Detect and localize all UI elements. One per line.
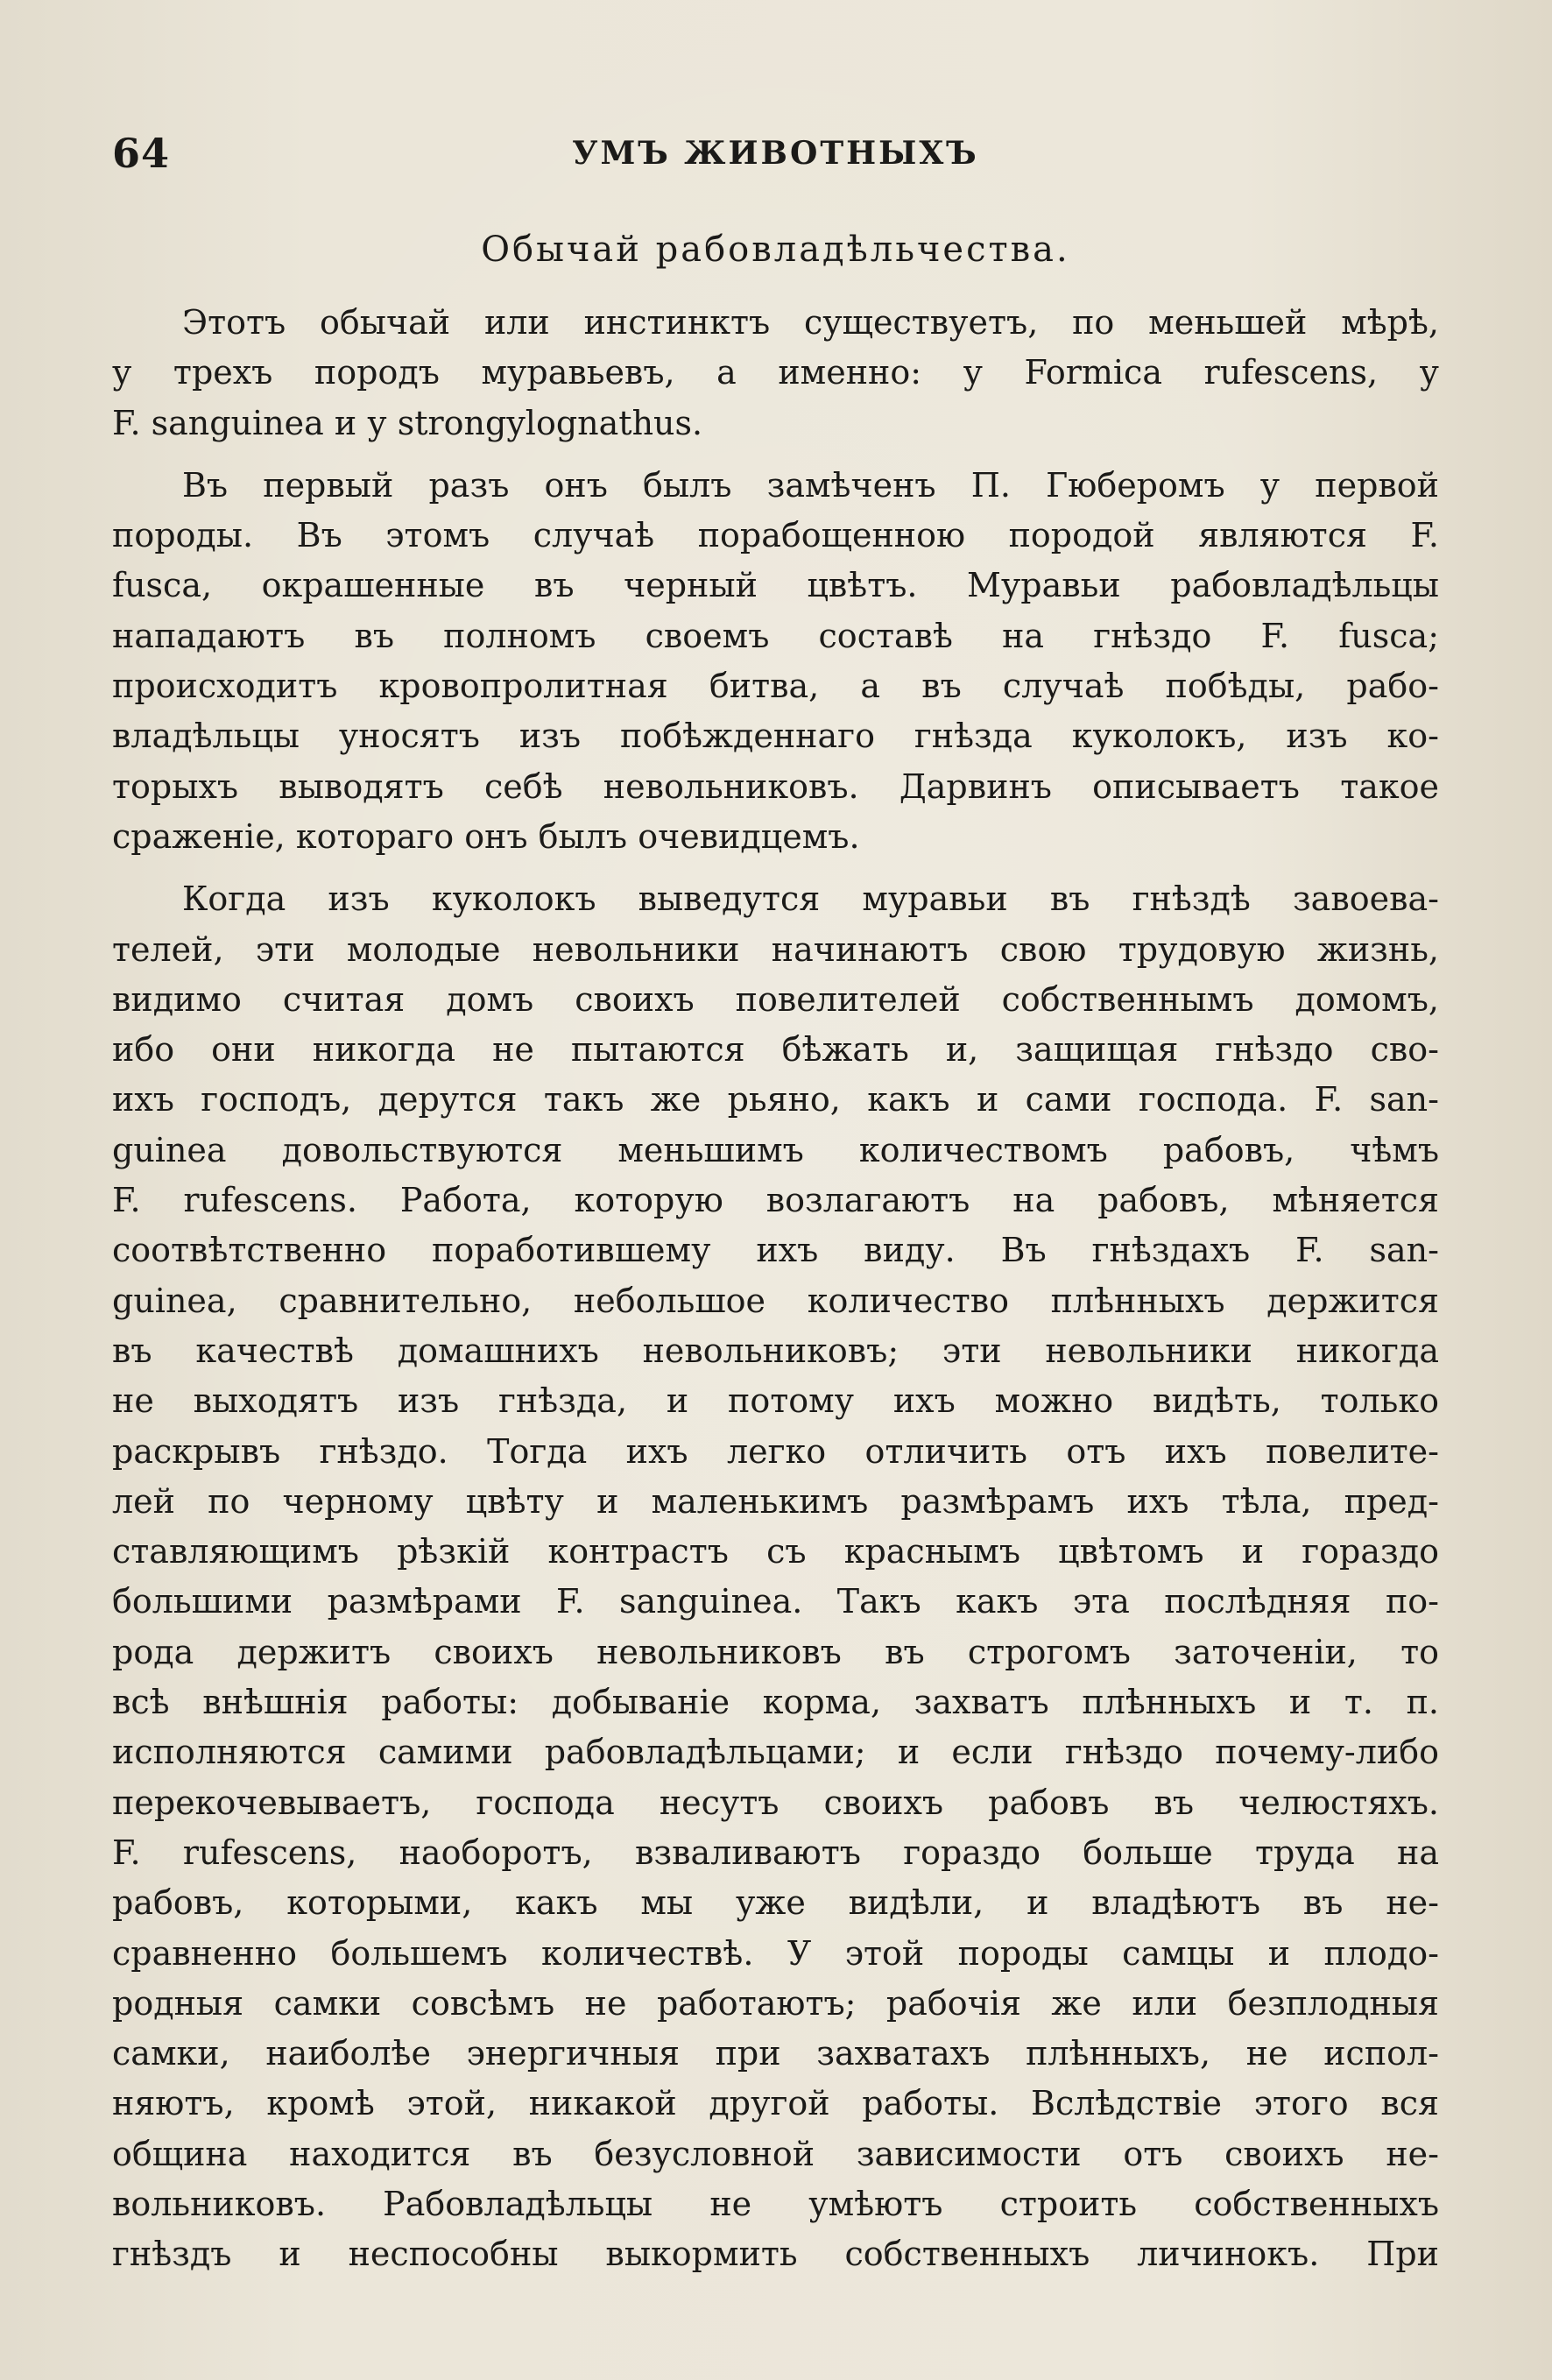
- text-line: гнѣздъ и неспособны выкормить собственныхъ личинокъ. При: [112, 2235, 1439, 2274]
- text-line: телей, эти молодые невольники начинаютъ свою трудовую жизнь,: [112, 929, 1439, 969]
- text-line: guinea, сравнительно, небольшое количество плѣнныхъ держится: [112, 1281, 1439, 1320]
- text-line: исполняются самими рабовладѣльцами; и если гнѣздо почему-либо: [112, 1733, 1439, 1772]
- paragraph-2: [112, 461, 1439, 862]
- text-line: сравненно большемъ количествѣ. У этой породы самцы и плодо-: [112, 1933, 1439, 1973]
- text-line: владѣльцы уносятъ изъ побѣжденнаго гнѣзда куколокъ, изъ ко-: [112, 717, 1439, 756]
- text-line: вольниковъ. Рабовладѣльцы не умѣютъ строить собственныхъ: [112, 2184, 1439, 2223]
- running-title: УМЪ ЖИВОТНЫХЪ: [572, 135, 979, 172]
- text-line: лей по черному цвѣту и маленькимъ размѣрамъ ихъ тѣла, пред-: [112, 1481, 1439, 1521]
- text-line: община находится въ безусловной зависимости отъ своихъ не-: [112, 2134, 1439, 2173]
- text-line: ставляющимъ рѣзкій контрастъ съ краснымъ цвѣтомъ и гораздо: [112, 1532, 1439, 1571]
- text-line: породы. Въ этомъ случаѣ порабощенною породой являются F.: [112, 516, 1439, 555]
- text-line: F. sanguinea и у strongylognathus.: [112, 403, 703, 442]
- text-line: не выходятъ изъ гнѣзда, и потому ихъ можно видѣть, только: [112, 1381, 1439, 1421]
- text-line: Когда изъ куколокъ выведутся муравьи въ гнѣздѣ завоева-: [182, 879, 1439, 919]
- text-line: родныя самки совсѣмъ не работаютъ; рабочія же или безплодныя: [112, 1983, 1439, 2023]
- text-line: у трехъ породъ муравьевъ, а именно: у Formica rufescens, у: [112, 353, 1439, 392]
- text-line: сраженіе, котораго онъ былъ очевидцемъ.: [112, 816, 860, 856]
- text-line: F. rufescens, наоборотъ, взваливаютъ гораздо больше труда на: [112, 1833, 1439, 1872]
- text-line: няютъ, кромѣ этой, никакой другой работы. Вслѣдствіе этого вся: [112, 2084, 1439, 2123]
- text-line: ибо они никогда не пытаются бѣжать и, защищая гнѣздо сво-: [112, 1030, 1439, 1070]
- text-line: нападаютъ въ полномъ своемъ составѣ на гнѣздо F. fusca;: [112, 616, 1439, 655]
- text-line: F. rufescens. Работа, которую возлагаютъ на рабовъ, мѣняется: [112, 1181, 1439, 1220]
- running-head: [112, 130, 1439, 182]
- text-line: Въ первый разъ онъ былъ замѣченъ П. Гюберомъ у первой: [182, 465, 1439, 505]
- text-line: Этотъ обычай или инстинктъ существуетъ, по меньшей мѣрѣ,: [182, 303, 1439, 342]
- text-line: происходитъ кровопролитная битва, а въ случаѣ побѣды, рабо-: [112, 667, 1439, 706]
- text-line: соотвѣтственно поработившему ихъ виду. Въ гнѣздахъ F. san-: [112, 1231, 1439, 1270]
- text-line: въ качествѣ домашнихъ невольниковъ; эти невольники никогда: [112, 1331, 1439, 1370]
- text-line: рода держитъ своихъ невольниковъ въ строгомъ заточеніи, то: [112, 1632, 1439, 1671]
- text-line: всѣ внѣшнія работы: добываніе корма, захватъ плѣнныхъ и т. п.: [112, 1683, 1439, 1722]
- text-line: guinea довольствуются меньшимъ количествомъ рабовъ, чѣмъ: [112, 1130, 1439, 1169]
- text-line: раскрывъ гнѣздо. Тогда ихъ легко отличить отъ ихъ повелите-: [112, 1431, 1439, 1471]
- text-line: торыхъ выводятъ себѣ невольниковъ. Дарвинъ описываетъ такое: [112, 766, 1439, 806]
- section-heading: Обычай рабовладѣльчества.: [481, 230, 1070, 270]
- body-text: [112, 298, 1439, 2280]
- paragraph-1: [112, 298, 1439, 448]
- text-line: fusca, окрашенные въ черный цвѣтъ. Муравьи рабовладѣльцы: [112, 566, 1439, 605]
- paragraph-3: [112, 874, 1439, 2279]
- text-line: ихъ господъ, дерутся такъ же рьяно, какъ и сами господа. F. san-: [112, 1080, 1439, 1119]
- text-line: самки, наиболѣе энергичныя при захватахъ плѣнныхъ, не испол-: [112, 2034, 1439, 2073]
- text-line: большими размѣрами F. sanguinea. Такъ какъ эта послѣдняя по-: [112, 1582, 1439, 1621]
- text-line: перекочевываетъ, господа несутъ своихъ рабовъ въ челюстяхъ.: [112, 1783, 1439, 1822]
- page-number: 64: [112, 130, 171, 177]
- text-line: видимо считая домъ своихъ повелителей собственнымъ домомъ,: [112, 979, 1439, 1019]
- text-line: рабовъ, которыми, какъ мы уже видѣли, и владѣютъ въ не-: [112, 1883, 1439, 1923]
